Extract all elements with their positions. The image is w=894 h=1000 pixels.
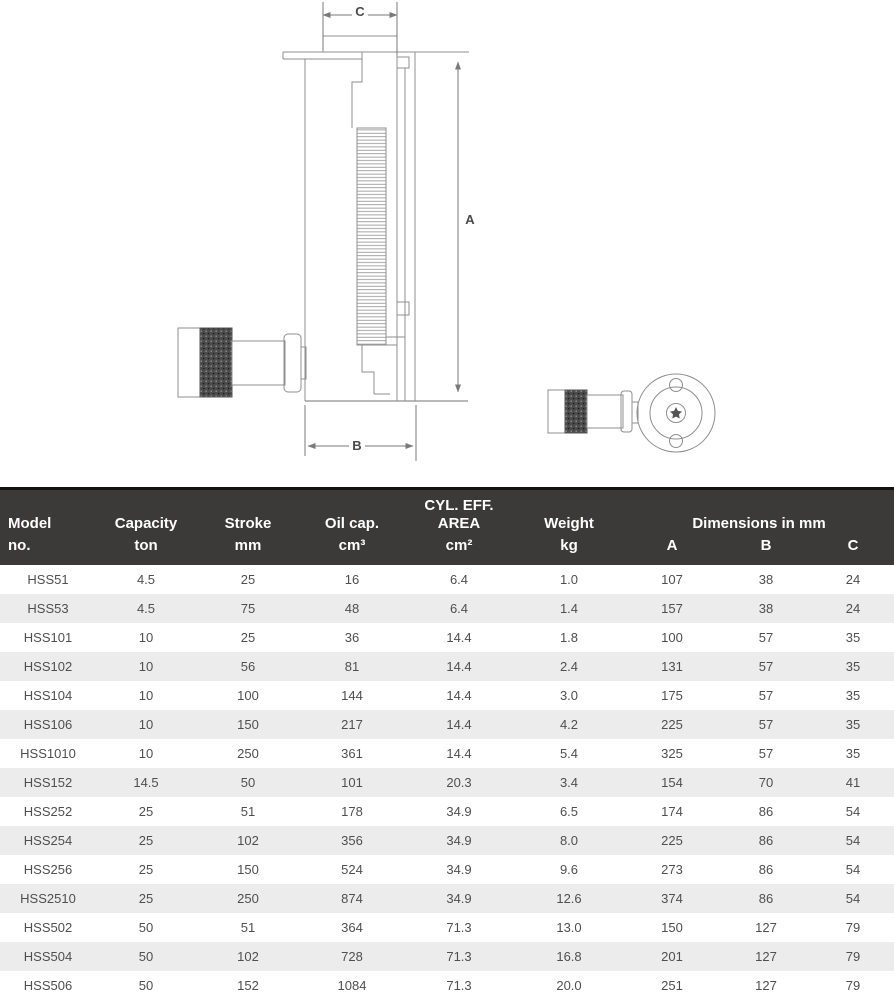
capacity-cell: 10 xyxy=(138,659,154,674)
coupler-end-cap xyxy=(178,328,200,397)
stroke-cell: 50 xyxy=(240,775,256,790)
model-cell: HSS254 xyxy=(23,833,73,848)
piston-bottom xyxy=(357,337,405,394)
oil-cap-cell: 728 xyxy=(341,949,363,964)
main-cross-section xyxy=(283,36,469,401)
model-cell: HSS51 xyxy=(27,572,69,587)
table-row xyxy=(0,565,894,594)
table-row xyxy=(0,855,894,884)
dim-c-cell: 54 xyxy=(845,833,861,848)
area-cell: 71.3 xyxy=(446,949,472,964)
dim-b-cell: 70 xyxy=(758,775,774,790)
col-header-dimensions: Dimensions in mm A B C xyxy=(624,490,894,565)
model-cell: HSS252 xyxy=(23,804,73,819)
dim-a-cell: 107 xyxy=(661,572,683,587)
stroke-cell: 51 xyxy=(240,920,256,935)
model-cell: HSS101 xyxy=(23,630,73,645)
weight-cell: 20.0 xyxy=(556,978,582,993)
cylinder-drawing-svg xyxy=(0,0,894,487)
coupler2-neck xyxy=(587,395,623,428)
oil-cap-cell: 36 xyxy=(344,630,360,645)
saddle xyxy=(323,36,397,52)
oil-cap-cell: 1084 xyxy=(337,978,367,993)
table-row xyxy=(0,797,894,826)
weight-cell: 8.0 xyxy=(559,833,579,848)
dimension-b xyxy=(305,405,416,461)
dim-a-cell: 157 xyxy=(661,601,683,616)
capacity-cell: 25 xyxy=(138,862,154,877)
table-row xyxy=(0,884,894,913)
plunger-step xyxy=(352,52,362,128)
stroke-cell: 25 xyxy=(240,630,256,645)
weight-cell: 2.4 xyxy=(559,659,579,674)
port-detail xyxy=(397,57,409,68)
coupler-knurl xyxy=(200,328,232,397)
model-cell: HSS104 xyxy=(23,688,73,703)
weight-cell: 1.4 xyxy=(559,601,579,616)
dim-c-cell: 35 xyxy=(845,630,861,645)
capacity-cell: 10 xyxy=(138,630,154,645)
oil-cap-cell: 48 xyxy=(344,601,360,616)
capacity-cell: 10 xyxy=(138,746,154,761)
dimension-b-label: B xyxy=(352,438,362,453)
capacity-cell: 50 xyxy=(138,949,154,964)
weight-cell: 1.8 xyxy=(559,630,579,645)
coupler-side xyxy=(178,328,306,397)
dim-a-cell: 150 xyxy=(661,920,683,935)
model-cell: HSS53 xyxy=(27,601,69,616)
col-header-model-line2: no. xyxy=(8,537,31,554)
dim-b-cell: 57 xyxy=(758,630,774,645)
dim-c-cell: 24 xyxy=(845,601,861,616)
coupler2-knurl xyxy=(565,390,587,433)
dim-a-cell: 225 xyxy=(661,833,683,848)
model-cell: HSS256 xyxy=(23,862,73,877)
dim-b-cell: 86 xyxy=(758,891,774,906)
model-cell: HSS106 xyxy=(23,717,73,732)
stroke-cell: 102 xyxy=(237,833,259,848)
dim-b-cell: 57 xyxy=(758,717,774,732)
dimension-c xyxy=(323,2,397,55)
lower-port-detail xyxy=(397,302,409,315)
col-header-c: C xyxy=(847,537,859,554)
technical-drawing xyxy=(0,0,894,487)
table-row xyxy=(0,942,894,971)
dimension-c-label: C xyxy=(355,4,365,19)
col-header-model xyxy=(0,490,96,565)
col-header-b: B xyxy=(760,537,772,554)
coupler-neck xyxy=(232,341,285,385)
model-cell: HSS506 xyxy=(23,978,73,993)
model-cell: HSS504 xyxy=(23,949,73,964)
stroke-cell: 25 xyxy=(240,572,256,587)
oil-cap-cell: 81 xyxy=(344,659,360,674)
table-row xyxy=(0,826,894,855)
weight-cell: 4.2 xyxy=(559,717,579,732)
dim-c-cell: 54 xyxy=(845,891,861,906)
capacity-cell: 50 xyxy=(138,978,154,993)
table-row xyxy=(0,594,894,623)
col-header-stroke: Stroke mm xyxy=(224,515,272,554)
threaded-rod xyxy=(357,128,386,345)
dim-c-cell: 35 xyxy=(845,717,861,732)
oil-cap-cell: 356 xyxy=(341,833,363,848)
table-row xyxy=(0,681,894,710)
capacity-cell: 4.5 xyxy=(136,572,156,587)
col-header-a: A xyxy=(666,537,678,554)
table-row xyxy=(0,971,894,1000)
dim-a-cell: 225 xyxy=(661,717,683,732)
model-cell: HSS1010 xyxy=(20,746,76,761)
dim-c-cell: 79 xyxy=(845,949,861,964)
oil-cap-cell: 524 xyxy=(341,862,363,877)
stroke-cell: 100 xyxy=(237,688,259,703)
dim-b-cell: 57 xyxy=(758,688,774,703)
dim-b-cell: 127 xyxy=(755,949,777,964)
dim-a-cell: 100 xyxy=(661,630,683,645)
model-cell: HSS102 xyxy=(23,659,73,674)
weight-cell: 3.4 xyxy=(559,775,579,790)
stroke-cell: 150 xyxy=(237,862,259,877)
dimension-a xyxy=(458,62,475,392)
dim-a-cell: 273 xyxy=(661,862,683,877)
dim-b-cell: 57 xyxy=(758,746,774,761)
dim-c-cell: 54 xyxy=(845,862,861,877)
capacity-cell: 25 xyxy=(138,891,154,906)
dim-a-cell: 174 xyxy=(661,804,683,819)
stroke-cell: 75 xyxy=(240,601,256,616)
spec-table xyxy=(0,487,894,1000)
dim-b-cell: 38 xyxy=(758,601,774,616)
stroke-cell: 250 xyxy=(237,891,259,906)
spec-table-body xyxy=(0,565,894,1000)
oil-cap-cell: 144 xyxy=(341,688,363,703)
dim-c-cell: 35 xyxy=(845,746,861,761)
stroke-cell: 150 xyxy=(237,717,259,732)
dim-b-cell: 86 xyxy=(758,833,774,848)
stroke-cell: 56 xyxy=(240,659,256,674)
dim-a-cell: 201 xyxy=(661,949,683,964)
dim-a-cell: 251 xyxy=(661,978,683,993)
col-header-model-line1: Model xyxy=(8,515,52,532)
table-row xyxy=(0,710,894,739)
weight-cell: 13.0 xyxy=(556,920,582,935)
dimension-subheaders xyxy=(624,533,894,559)
dim-c-cell: 41 xyxy=(845,775,861,790)
bottom-view xyxy=(548,374,715,452)
col-header-cyl-eff-area: CYL. EFF. AREA cm² xyxy=(424,497,494,554)
table-row xyxy=(0,739,894,768)
area-cell: 71.3 xyxy=(446,920,472,935)
dim-b-cell: 38 xyxy=(758,572,774,587)
area-cell: 14.4 xyxy=(446,659,472,674)
dim-c-cell: 35 xyxy=(845,659,861,674)
oil-cap-cell: 16 xyxy=(344,572,360,587)
capacity-cell: 10 xyxy=(138,688,154,703)
stroke-cell: 250 xyxy=(237,746,259,761)
dim-c-cell: 24 xyxy=(845,572,861,587)
weight-cell: 9.6 xyxy=(559,862,579,877)
table-row xyxy=(0,652,894,681)
dim-a-cell: 374 xyxy=(661,891,683,906)
capacity-cell: 25 xyxy=(138,833,154,848)
model-cell: HSS2510 xyxy=(20,891,76,906)
dim-a-cell: 175 xyxy=(661,688,683,703)
dim-b-cell: 127 xyxy=(755,920,777,935)
stroke-cell: 102 xyxy=(237,949,259,964)
capacity-cell: 25 xyxy=(138,804,154,819)
weight-cell: 3.0 xyxy=(559,688,579,703)
stroke-cell: 152 xyxy=(237,978,259,993)
spec-table-header xyxy=(0,490,894,565)
capacity-cell: 50 xyxy=(138,920,154,935)
dim-c-cell: 79 xyxy=(845,920,861,935)
dim-a-cell: 325 xyxy=(661,746,683,761)
area-cell: 14.4 xyxy=(446,717,472,732)
capacity-cell: 4.5 xyxy=(136,601,156,616)
weight-cell: 5.4 xyxy=(559,746,579,761)
top-collar xyxy=(283,52,362,59)
capacity-cell: 14.5 xyxy=(133,775,159,790)
capacity-cell: 10 xyxy=(138,717,154,732)
coupler-collar xyxy=(284,334,301,392)
stroke-cell: 51 xyxy=(240,804,256,819)
dim-c-cell: 35 xyxy=(845,688,861,703)
model-cell: HSS502 xyxy=(23,920,73,935)
area-cell: 71.3 xyxy=(446,978,472,993)
dim-b-cell: 57 xyxy=(758,659,774,674)
area-cell: 14.4 xyxy=(446,688,472,703)
dimension-a-label: A xyxy=(465,212,475,227)
area-cell: 34.9 xyxy=(446,804,472,819)
area-cell: 6.4 xyxy=(449,572,469,587)
model-cell: HSS152 xyxy=(23,775,73,790)
dim-b-cell: 127 xyxy=(755,978,777,993)
center-screw-star xyxy=(670,407,682,419)
oil-cap-cell: 874 xyxy=(341,891,363,906)
mounting-hole-top xyxy=(670,379,683,392)
oil-cap-cell: 101 xyxy=(341,775,363,790)
area-cell: 14.4 xyxy=(446,746,472,761)
table-row xyxy=(0,913,894,942)
col-header-weight: Weight kg xyxy=(544,515,594,554)
area-cell: 14.4 xyxy=(446,630,472,645)
mounting-hole-bottom xyxy=(670,435,683,448)
inner-walls xyxy=(397,52,405,401)
oil-cap-cell: 361 xyxy=(341,746,363,761)
oil-cap-cell: 217 xyxy=(341,717,363,732)
col-header-oil-cap: Oil cap. cm³ xyxy=(324,515,380,554)
weight-cell: 6.5 xyxy=(559,804,579,819)
dim-b-cell: 86 xyxy=(758,862,774,877)
dim-c-cell: 79 xyxy=(845,978,861,993)
oil-cap-cell: 364 xyxy=(341,920,363,935)
table-row xyxy=(0,768,894,797)
area-cell: 34.9 xyxy=(446,891,472,906)
oil-cap-cell: 178 xyxy=(341,804,363,819)
coupler2-end-cap xyxy=(548,390,565,433)
weight-cell: 16.8 xyxy=(556,949,582,964)
col-header-capacity: Capacity ton xyxy=(114,515,178,554)
weight-cell: 12.6 xyxy=(556,891,582,906)
area-cell: 34.9 xyxy=(446,862,472,877)
weight-cell: 1.0 xyxy=(559,572,579,587)
area-cell: 34.9 xyxy=(446,833,472,848)
table-row xyxy=(0,623,894,652)
dim-a-cell: 131 xyxy=(661,659,683,674)
dim-a-cell: 154 xyxy=(661,775,683,790)
area-cell: 20.3 xyxy=(446,775,472,790)
dim-c-cell: 54 xyxy=(845,804,861,819)
dim-b-cell: 86 xyxy=(758,804,774,819)
area-cell: 6.4 xyxy=(449,601,469,616)
